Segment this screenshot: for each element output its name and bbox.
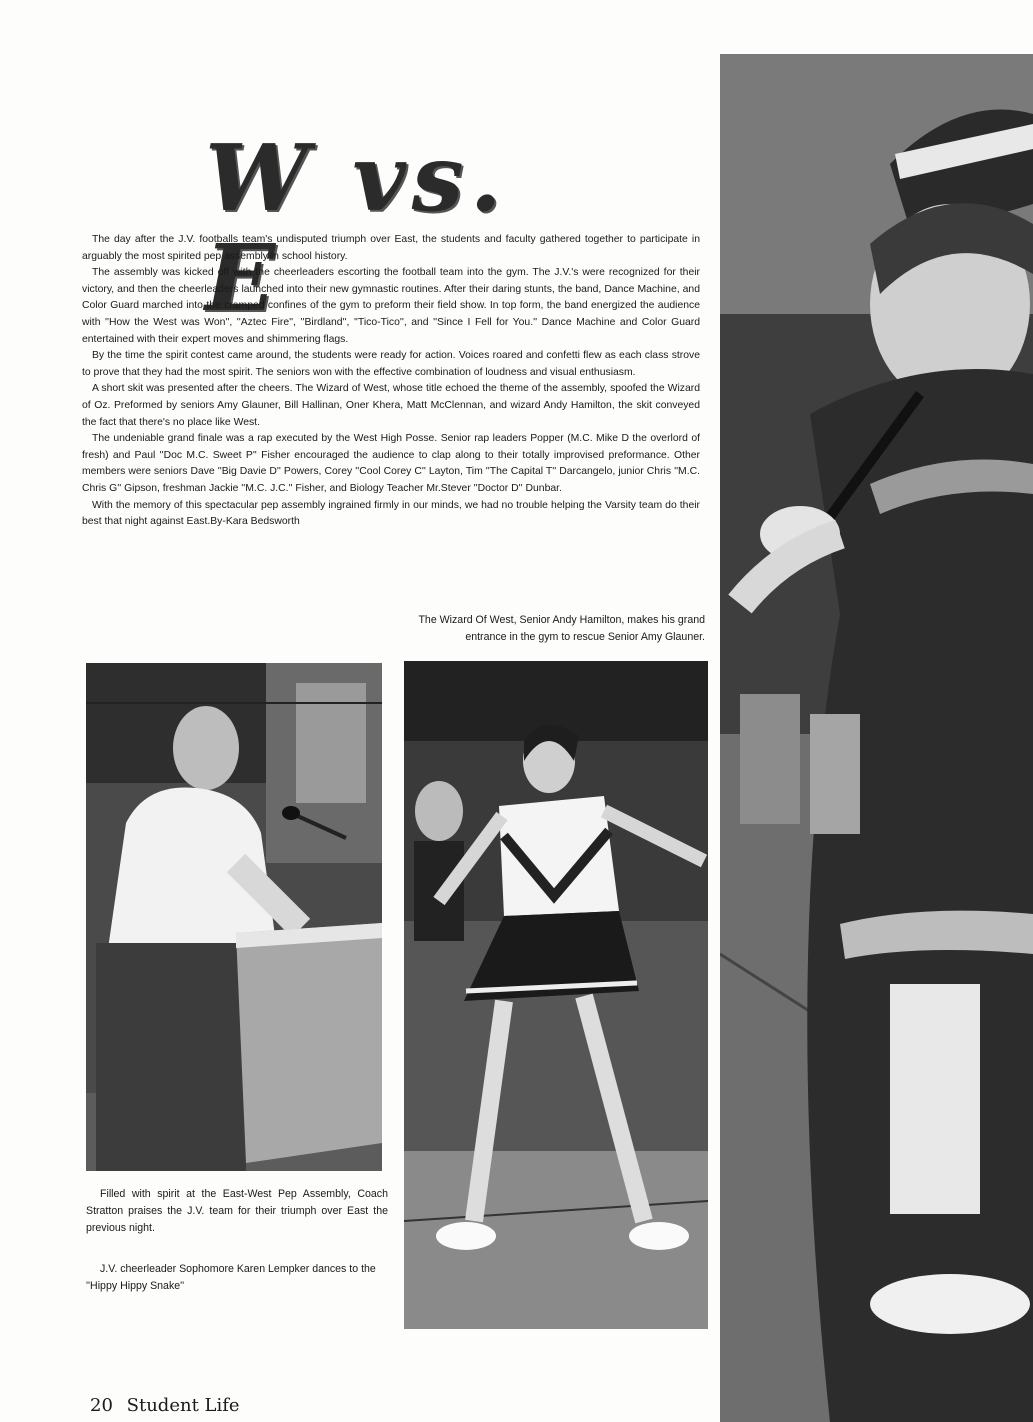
caption-coach: Filled with spirit at the East-West Pep Assembly, Coach Stratton praises the J.V. team for their triumph over East the previous night. bbox=[86, 1188, 388, 1234]
caption-wizard: The Wizard Of West, Senior Andy Hamilton, makes his grand entrance in the gym to rescue Senior Amy Glauner. bbox=[418, 614, 705, 643]
photo-cheerleader-dancing bbox=[404, 661, 708, 1329]
photo-coach-at-podium bbox=[86, 663, 382, 1171]
caption-cheerleader: J.V. cheerleader Sophomore Karen Lempker dances to the ''Hippy Hippy Snake'' bbox=[86, 1263, 376, 1292]
page-title: W vs. E bbox=[205, 124, 508, 332]
article-paragraph: With the memory of this spectacular pep assembly ingrained firmly in our minds, we had no trouble helping the Varsity team do their best that night against East.By-Kara Bedsworth bbox=[82, 499, 700, 528]
page-footer bbox=[90, 1395, 240, 1417]
article-paragraph: The assembly was kicked off with the cheerleaders escorting the football team into the gym. The J.V.'s were recognized for their victory, and then the cheerleaders launched into their new gymnastic routines. After their daring stunts, the band, Dance Machine, and Color Guard marched into the cramped confines of the gym to preform their field show. In top form, the band energized the audience with ''How the West was Won'', ''Aztec Fire'', ''Birdland'', ''Tico-Tico'', and ''Since I Fell for You.'' Dance Machine and Color Guard entertained with their expert moves and shimmering flags. bbox=[82, 267, 700, 345]
article-paragraph: By the time the spirit contest came around, the students were ready for action. Voices roared and confetti flew as each class strove to prove that they had the most spirit. The seniors won with the effective combination of loudness and visual enthusiasm. bbox=[82, 350, 700, 378]
article-paragraph: The undeniable grand finale was a rap executed by the West High Posse. Senior rap leaders Popper (M.C. Mike D the overlord of fresh) and Paul ''Doc M.C. Sweet P'' Fisher encouraged the audience to clap along to their totally improvised preformance. Other members were seniors Dave ''Big Davie D'' Powers, Corey ''Cool Corey C'' Layton, Tim ''The Capital T'' Darcangelo, junior Chris ''M.C. Chris G'' Gipson, freshman Jackie ''M.C. J.C.'' Fisher, and Biology Teacher Mr.Stever ''Doctor D'' Dunbar. bbox=[82, 433, 700, 494]
page-number: 20 bbox=[90, 1395, 113, 1416]
article-body bbox=[82, 232, 700, 531]
article-paragraph: The day after the J.V. footballs team's undisputed triumph over East, the students and faculty gathered together to participate in arguably the most spirited pep assembly in school history. bbox=[82, 234, 700, 262]
section-name: Student Life bbox=[126, 1395, 240, 1416]
photo-wizard-costume bbox=[720, 54, 1033, 1422]
article-paragraph: A short skit was presented after the cheers. The Wizard of West, whose title echoed the theme of the assembly, spoofed the Wizard of Oz. Preformed by seniors Amy Glauner, Bill Hallinan, Oner Khera, Matt McClennan, and wizard Andy Hamilton, the skit conveyed the fact that there's no place like West. bbox=[82, 383, 700, 428]
